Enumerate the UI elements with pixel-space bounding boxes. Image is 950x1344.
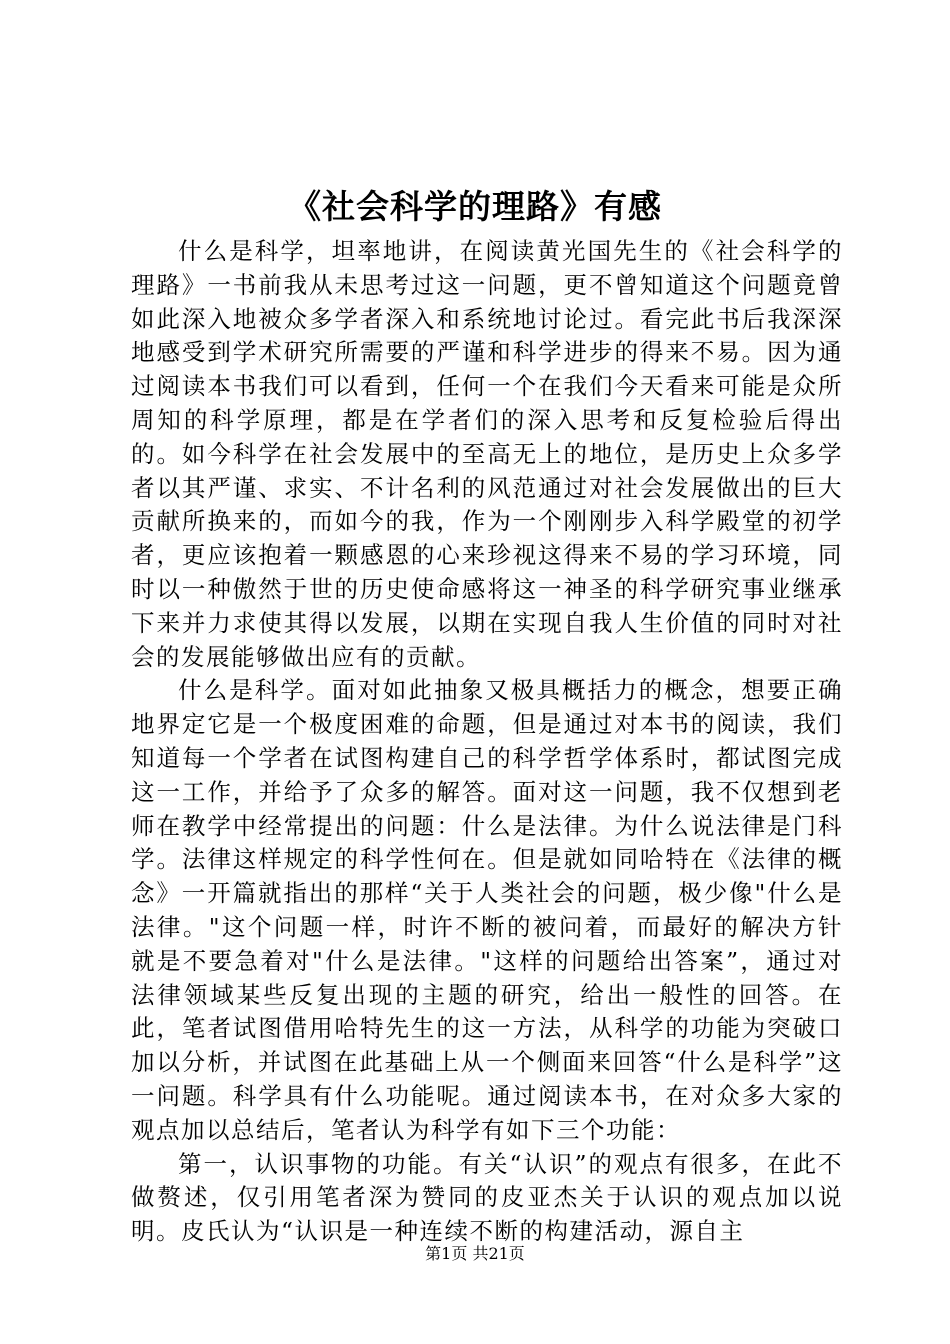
- paragraph-2: 什么是科学。面对如此抽象又极具概括力的概念，想要正确地界定它是一个极度困难的命题，但是通过对本书的阅读，我们知道每一个学者在试图构建自己的科学哲学体系时，都试图完成这一工作，并给予了众多的解答。面对这一问题，我不仅想到老师在教学中经常提出的问题：什么是法律。为什么说法律是门科学。法律这样规定的科学性何在。但是就如同哈特在《法律的概念》一开篇就指出的那样“关于人类社会的问题，极少像"什么是法律。"这个问题一样，时许不断的被问着，而最好的解决方针就是不要急着对"什么是法律。"这样的问题给出答案”，通过对法律领域某些反复出现的主题的研究，给出一般性的回答。在此，笔者试图借用哈特先生的这一方法，从科学的功能为突破口加以分析，并试图在此基础上从一个侧面来回答“什么是科学”这一问题。科学具有什么功能呢。通过阅读本书，在对众多大家的观点加以总结后，笔者认为科学有如下三个功能：: [131, 676, 843, 1144]
- page-number-footer: 第1页 共21页: [425, 1244, 525, 1263]
- document-body: [131, 235, 843, 1249]
- paragraph-3: 第一，认识事物的功能。有关“认识”的观点有很多，在此不做赘述，仅引用笔者深为赞同的皮亚杰关于认识的观点加以说明。皮氏认为“认识是一种连续不断的构建活动，源自主: [131, 1149, 843, 1246]
- document-title: 《社会科学的理路》有感: [288, 187, 662, 226]
- paragraph-1: 什么是科学，坦率地讲，在阅读黄光国先生的《社会科学的理路》一书前我从未思考过这一问题，更不曾知道这个问题竟曾如此深入地被众多学者深入和系统地讨论过。看完此书后我深深地感受到学术研究所需要的严谨和科学进步的得来不易。因为通过阅读本书我们可以看到，任何一个在我们今天看来可能是众所周知的科学原理，都是在学者们的深入思考和反复检验后得出的。如今科学在社会发展中的至高无上的地位，是历史上众多学者以其严谨、求实、不计名利的风范通过对社会发展做出的巨大贡献所换来的，而如今的我，作为一个刚刚步入科学殿堂的初学者，更应该抱着一颗感恩的心来珍视这得来不易的学习环境，同时以一种傲然于世的历史使命感将这一神圣的科学研究事业继承下来并力求使其得以发展，以期在实现自我人生价值的同时对社会的发展能够做出应有的贡献。: [131, 237, 843, 671]
